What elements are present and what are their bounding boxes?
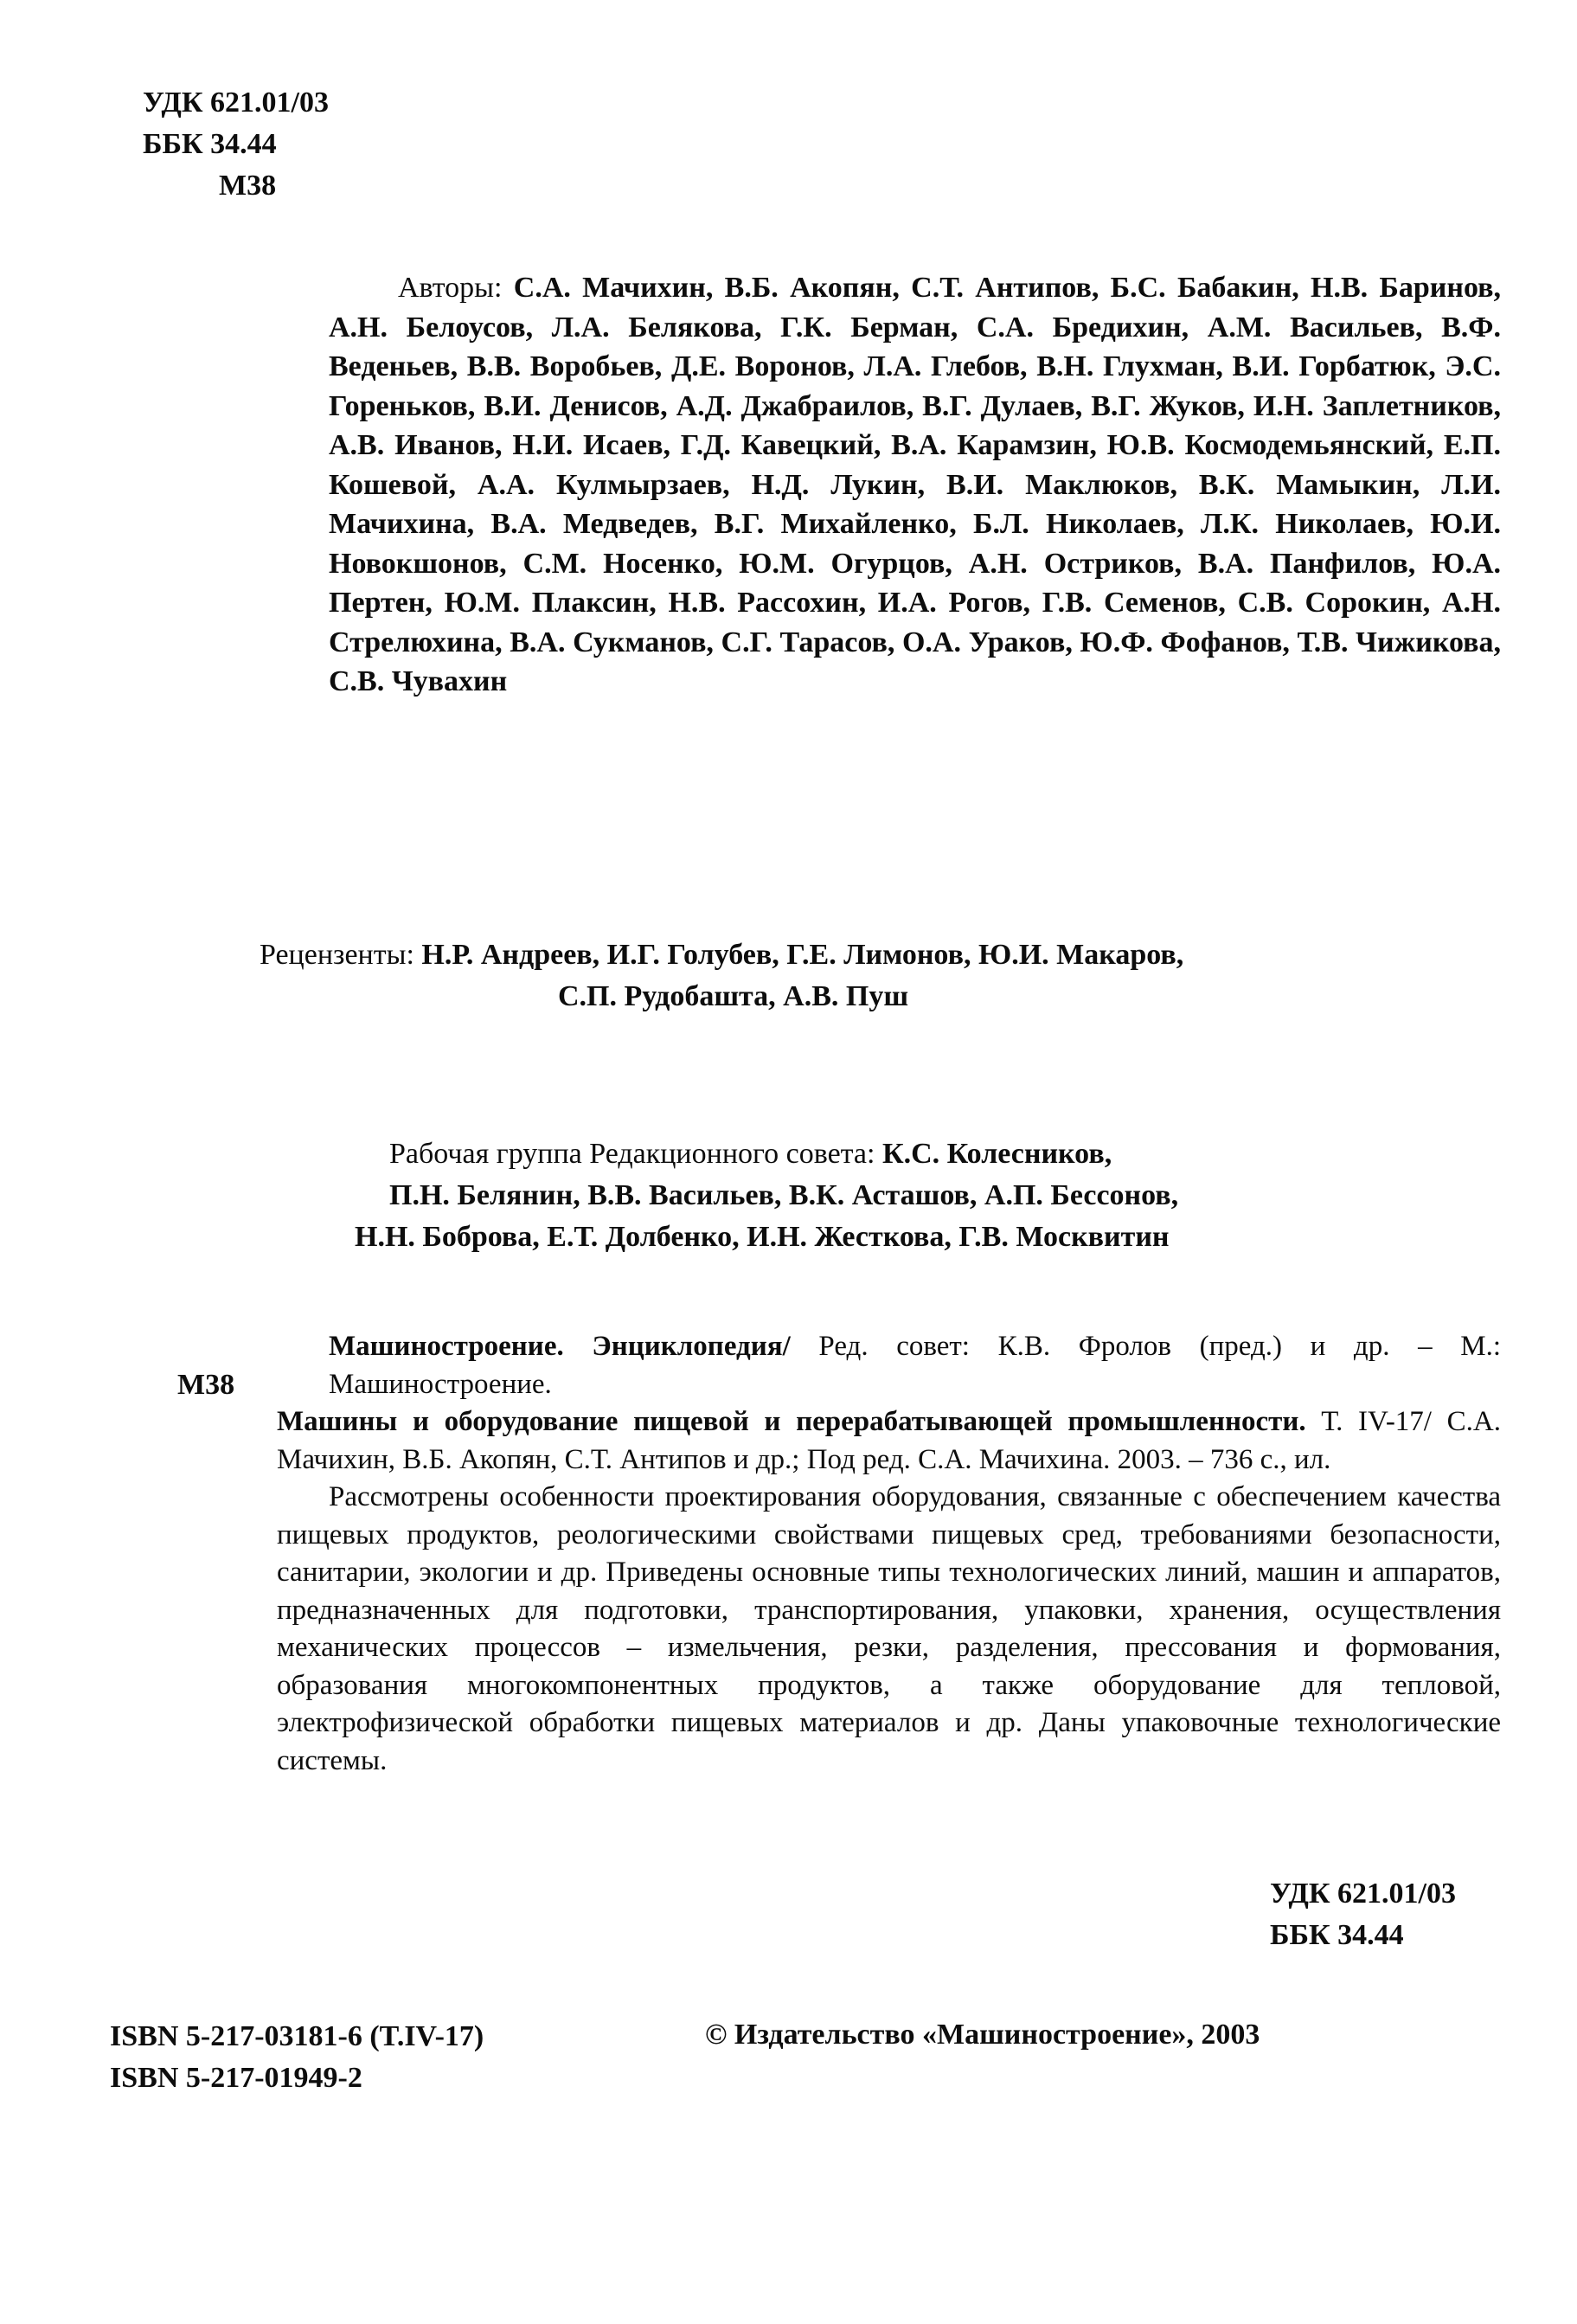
working-group-line-2: П.Н. Белянин, В.В. Васильев, В.К. Асташов, А.П. Бессонов,: [389, 1179, 1179, 1211]
volume-title: Машины и оборудование пищевой и перерабатывающей промышленности.: [277, 1406, 1306, 1437]
reviewers-label: Рецензенты:: [260, 939, 414, 971]
authors-block: [329, 268, 1501, 702]
working-group-line-1: К.С. Колесников,: [881, 1138, 1112, 1170]
classification-bottom: [1270, 1873, 1456, 1956]
authors-list: С.А. Мачихин, В.Б. Акопян, С.Т. Антипов, Б.С. Бабакин, Н.В. Баринов, А.Н. Белоусов, Л.А. Белякова, Г.К. Берман, С.А. Бредихин, А.М. Васильев, В.Ф. Веденьев, В.В. Воробьев, Д.Е. Воронов, Л.А. Глебов, В.Н. Глухман, В.И. Горбатюк, Э.С. Гореньков, В.И. Денисов, А.Д. Джабраилов, В.Г. Дулаев, В.Г. Жуков, И.Н. Заплетников, А.В. Иванов, Н.И. Исаев, Г.Д. Кавецкий, В.А. Карамзин, Ю.В. Космодемьянский, Е.П. Кошевой, А.А. Кулмырзаев, Н.Д. Лукин, В.И. Маклюков, В.К. Мамыкин, Л.И. Мачихина, В.А. Медведев, В.Г. Михайленко, Б.Л. Николаев, Л.К. Николаев, Ю.И. Новокшонов, С.М. Носенко, Ю.М. Огурцов, А.Н. Остриков, В.А. Панфилов, Ю.А. Пертен, Ю.М. Плаксин, Н.В. Рассохин, И.А. Рогов, Г.В. Семенов, С.В. Сорокин, А.Н. Стрелюхина, В.А. Сукманов, С.Г. Тарасов, О.А. Ураков, Ю.Ф. Фофанов, Т.В. Чижикова, С.В. Чувахин: [329, 272, 1501, 697]
copyright-notice: © Издательство «Машиностроение», 2003: [705, 2019, 1260, 2051]
abstract: Рассмотрены особенности проектирования оборудования, связанные с обеспечением качества пищевых продуктов, реологическими свойствами пищевых сред, требованиями безопасности, санитарии, экологии и др. Приведены основные типы технологических линий, машин и аппаратов, предназначенных для подготовки, транспортирования, упаковки, хранения, осуществления механических процессов – измельчения, резки, разделения, прессования и формования, образования многокомпонентных продуктов, а также оборудование для тепловой, электрофизической обработки пищевых материалов и др. Даны упаковочные технологические системы.: [277, 1481, 1501, 1776]
reviewers-block: [260, 934, 1349, 1018]
isbn-line-2: ISBN 5-217-01949-2: [110, 2062, 362, 2094]
classification-top: [143, 82, 329, 207]
isbn-block: [110, 2016, 484, 2099]
bibliographic-description: [177, 1328, 1501, 1780]
series-details: Ред. совет: К.В. Фролов (пред.) и др. – М.: Машиностроение.: [329, 1331, 1501, 1400]
author-mark-biblio: М38: [177, 1368, 235, 1401]
volume-entry: [277, 1403, 1501, 1479]
series-entry: [329, 1328, 1501, 1403]
working-group-line-3: Н.Н. Боброва, Е.Т. Долбенко, И.Н. Жесткова, Г.В. Москвитин: [355, 1221, 1170, 1253]
bbk-code-top: ББК 34.44: [143, 128, 277, 160]
udk-code-bottom: УДК 621.01/03: [1270, 1878, 1457, 1910]
bbk-code-bottom: ББК 34.44: [1270, 1919, 1404, 1951]
reviewers-line-1: Н.Р. Андреев, И.Г. Голубев, Г.Е. Лимонов, Ю.И. Макаров,: [421, 939, 1184, 971]
volume-details: Т. IV-17/ С.А. Мачихин, В.Б. Акопян, С.Т. Антипов и др.; Под ред. С.А. Мачихина. 2003. – 736 с., ил.: [277, 1406, 1501, 1475]
authors-label: Авторы:: [398, 272, 503, 304]
udk-code-top: УДК 621.01/03: [143, 87, 330, 119]
working-group-block: [329, 1133, 1332, 1258]
working-group-label: Рабочая группа Редакционного совета:: [389, 1138, 875, 1170]
author-mark-top: М38: [219, 170, 277, 202]
reviewers-line-2: С.П. Рудобашта, А.В. Пуш: [558, 980, 909, 1012]
series-title: Машиностроение. Энциклопедия/: [329, 1331, 791, 1362]
isbn-line-1: ISBN 5-217-03181-6 (T.IV-17): [110, 2020, 484, 2052]
